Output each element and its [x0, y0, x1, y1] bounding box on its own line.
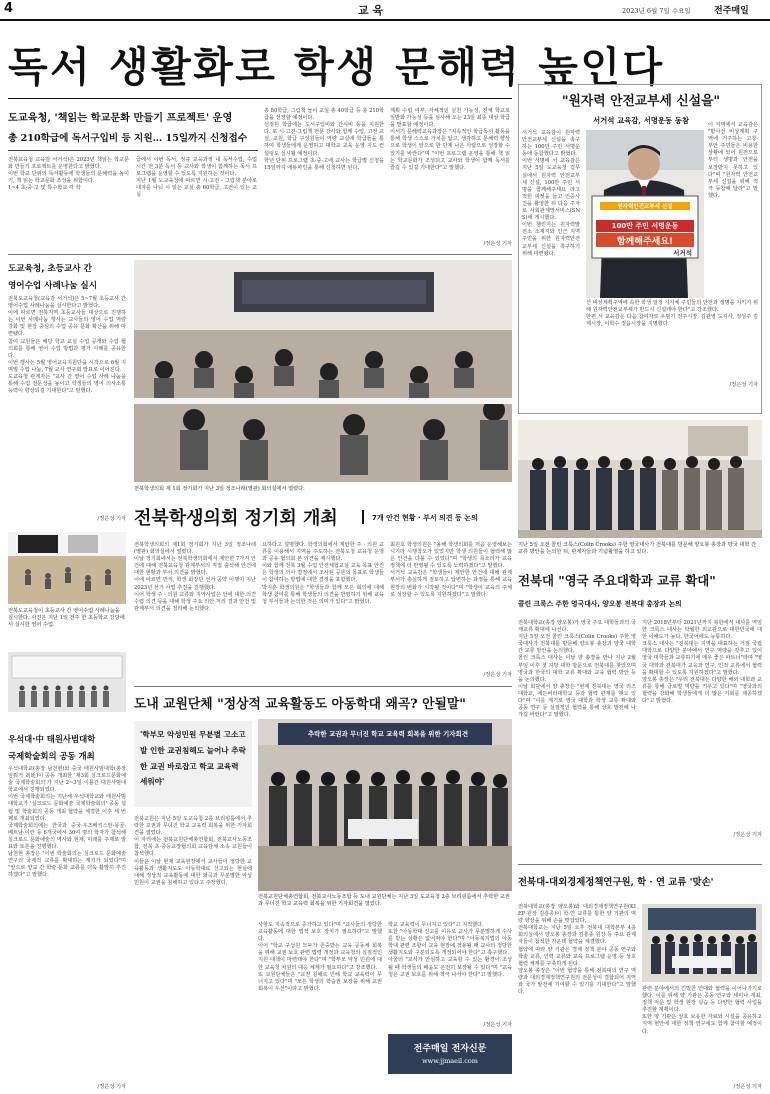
council-photo: [134, 260, 512, 482]
kdi-photo: [642, 904, 762, 982]
main-byline: /정은성 기자: [483, 241, 512, 247]
english-title-2: 영어수업 사례나눔 실시: [8, 281, 97, 291]
unions-pullquote-box: [134, 721, 252, 807]
sign-line-3: 함께해주세요!: [616, 237, 674, 247]
sign-line-2: 100만 주민 서명운동: [611, 222, 679, 230]
kdi-byline: /정은성 기자: [733, 1084, 762, 1090]
issue-date: 2023년 6월 7일 수요일: [622, 7, 691, 15]
sub-rule: [8, 150, 258, 151]
uk-column-1: 전북대학교(총장 양오봉)가 영국 주요 대학들과의 국제교류 확대에 나선다. 지난 5일 오전 콜린 크룩스(Colin Crooks) 주한 영국대사가 전북대를 방문해 양오봉 총장과 양국 대학 간 교류 방안을 논의했다. 콜린 크룩스 대사는 이날 양 총장을 만나 지난 2월 부임 이후 첫 지방 대학 방문으로 전북대를 찾았으며 영국과 한국의 대학 교류 확대와 교육 협력 방안 등을 논의했다. 이날 회담에서 양 총장은 "현재 전북대는 영국 리즈대학교, 에든버러대학교 등과 협력 관계를 맺고 있다"며 "이를 계기로 영국 대학과 학생 교류 확대와 공동 연구 등 실질적인 협력을 통해 상호 발전해 나가길 바란다"고 말했다.: [518, 620, 636, 719]
page-header: [0, 0, 770, 18]
main-subheadline-2: 총 210학급에 독서구입비 등 지원… 15일까지 신청접수: [8, 133, 248, 144]
english-photo-caption: 전북도교육청이 초등교사 간 영어수업 사례나눔을 실시한다. 사진은 지난 1일 전주 한 초등학교 강당에서 실시한 영어 수업.: [8, 608, 125, 628]
council-column-1: 전북학생의회의 제1회 정기회가 지난 3일 정조나래(별관) 회의실에서 열렸다. 이날 정기회에서는 전북학생의회에서 제안한 7가지 안건에 대해 전북교육청 관계부서의 직접 출석해 안건에 대한 현황과 부서 의견을 밝혔다. 이에 따르면 먼저, 학생 회장단 선거 공약 이행이 지난 2023년 선거 사업 추진을 진행했다. 이어 학생 주 · 의원 교류와 지역사업은 안에 대한 의견수렴 의견 등을 대해 학생 주요 의안 처리 결과 안건 및 관계부서 의견을 정리해 논의했다.: [134, 542, 256, 612]
council-title: 전북학생의회 정기회 개최: [134, 508, 338, 529]
kdi-column-3: 관련 분야에서의 긴밀한 연대와 협력을 이어나가기로 했다. 이를 위해 양 기관은 공동 연구와 세미나 개최, 정책 자문 및 학생 현장 실습 등 다양한 협력 사업을 추진할 계획이다. 또한 양 기관은 상호 보유한 자료와 시설을 공유하고 지역 현안에 대한 정책 연구에도 함께 참여할 예정이다.: [642, 986, 762, 1035]
kdi-title: 전북대-대외경제정책연구원, 학 · 연 교류 '맞손': [518, 877, 714, 888]
uk-subtitle: 콜린 크룩스 주한 영국대사, 양오봉 전북대 총장과 논의: [518, 600, 682, 608]
main-column-4: 계획 수립 여부, 자체적인 실천 가능성, 전체 학교로 일반화 가능성 등을 심사해 오는 23일 최종 대상 학급을 발표할 예정이다. 이서기 문해력교육과장은 "지속적인 학급독서 활동을 통해 학생 스스로 가치를 알고, 생각하고 문해력 향상으로 학생이 앞으로 한 단계 나은 사람으로 성장할 수 있기를 바란다"며 "이번 프로그램 운영을 통해 책 읽는 학교문화가 조성되고 교사와 학생이 함께 독서를 즐길 수 있길 기대한다"고 말했다.: [390, 108, 511, 171]
univ-byline: /정은성 기자: [97, 1084, 126, 1090]
main-column-2: 급에서 이번 독서, 정규 교육과정 내 독서수업, 수업 시간 전 3분 독서 등 교사와 학생이 함께하는 독서 프로그램을 운영할 수 있도록 지원하는 것이다. 지난 1월 도교육청에 따르면 시·고전 - 그림책 분야로 대자를 나눠 시 읽는 교실 총 60학급, 고전이 있는 교실: [136, 157, 257, 199]
interview-right-text: 이 지역에서 교육감은 "방사선 비상계획 구역에 거주하는 고창·부안 주민들은 비용한 상황에 있어 원전으로부터 생명과 안전을 보장받지 못하고 있다"며 "원자력 안전교부세 신설을 위해 적극 동참해 달라"고 말했다.: [708, 122, 760, 199]
header-rule: [0, 19, 770, 21]
unions-photo: [258, 719, 512, 891]
newspaper-ad: [388, 1034, 512, 1074]
divider: [8, 254, 512, 255]
main-headline: 독서 생활화로 학생 문해력 높인다: [8, 43, 665, 91]
paper-name: 전주매일: [714, 6, 749, 16]
section-name: 교 육: [358, 4, 384, 17]
interview-left-text: 서거석 교육감이 원자력 안전교부세 신설을 촉구하는 100만 주민 서명운동에 동참했다고 밝혔다. 이번 서명에 서 교육감은 지난 5일 도교육청 집무실에서 원자력 안전교부세 신설, 100만 주민 서명을 함께해주세요 라고 적힌 피켓을 들고 인증사진을 촬영한 뒤 다음 주자로 사회관계망서비스(SNS)에 게시했다. 이번 챌린지는 원자력발전소 소재지와 인근 지역 주민을 위한 원자력안전교부세 신설을 촉구하기 위해 마련됐다.: [522, 130, 580, 257]
main-subheadline-1: 도교육청, '책읽는 학교문화 만들기 프로젝트' 운영: [8, 112, 233, 124]
unions-caption: 전북교원단체총연합회, 전북교사노동조합 등 도내 교원단체는 지난 3일 도교육청 2층 브리핑룸에서 추락한 교권과 무너진 학교 교육력 회복을 위한 기자회견을 열었다.: [258, 894, 510, 907]
interview-byline: /정은성 기자: [729, 382, 758, 388]
interview-bottom-text: 선 비상계획구역에 속한 학생 일정 지자체 주민들의 안전과 생명을 지키기 위해 원자력안전교부세가 반드시 신설돼야 한다"고 강조했다. 한편 서 교육감은 다음 참여자로 우범기 전주시장, 김관영 도지사, 정성주 김제시장, 이학수 정읍시장을 지명했다.: [586, 300, 758, 328]
ad-url: www.jjmaeil.com: [422, 1057, 478, 1065]
uk-caption: 지난 5일 오전 콜린 크룩스(Colin Crooks) 주한 영국대사가 전북대를 방문해 양오봉 총장과 양국 대학 간 교류 방안을 논의한 뒤, 관계자들과 기념촬영을 하고 있다.: [518, 542, 757, 555]
uk-title: 전북대 "영국 주요대학과 교류 확대": [518, 573, 716, 588]
headline-rule: [8, 98, 512, 99]
council-byline: /정은성 기자: [483, 672, 512, 678]
unions-pullquote: '학부모 악성민원 무분별 고소고발 인한 교권침해도 늘어나 추락한 교권 바로잡고 학교 교육력 세워야': [140, 730, 246, 787]
univ-photo: [8, 652, 126, 712]
interview-photo: [586, 130, 704, 298]
council-column-3: 최원호 학생의원은 "올해 학생의회를 처음 운영해보는 시기라 시행착오가 있었지만 학생 의원들이 협력해 많은 안건을 다룰 수 있었다"며 "학생의 목소리가 교육 정책에 더 반영될 수 있도록 노력하겠다"고 말했다. 서거석 교육감은 "학생들이 제안한 안건에 대해 관계 부서가 충실하게 검토하고 답변하는 과정을 통해 교육 현장의 변화가 시작될 것이다"며 "학생이 교육의 주체로 성장할 수 있도록 지원하겠다"고 말했다.: [390, 542, 512, 598]
unions-column-1: 전북교원은 지난 5일 도교육청 2층 브리핑룸에서 추락한 교권과 무너진 학교 교육력 회복을 위한 기자회견을 열었다. 이 자리에는 전북교원단체총연합회, 전북교사노동조합, 전북 초·중등교장협의회 교육단체 소속 교원들이 참석했다. 이들은 이날 현재 교육현장에서 교사들이 정당한 교육활동과 생활지도도 아동학대로 신고되는 현실에 대해 정상적 교육활동에 대한 왜곡과 무분별한 악성 민원이 교권을 침해하고 있다고 주장했다.: [134, 816, 252, 886]
council-subtitle: 7개 안건 현황 · 부서 의견 등 논의: [372, 514, 478, 522]
unions-byline: /정은성 기자: [483, 1022, 512, 1028]
page-number: 4: [4, 1, 14, 16]
council-column-2: 요하다고 설명했다. 학생의회에서 제안한 주 · 의원 교류를 이용해서 지역을 주도하는 전북도청 교육청 운영과 공유 협의회 본 의견을 제시했다. 이와 함께 전북 3월 수업 안전체험교실 교육 목표 안건은 학생의 의사 결정에서 조사된 공론의 목표로 학생들이 참여하는 방법에 대한 결정을 포함했다. 박지훈 학생의원은 "학생들과 함께 모든 회의에 대해 학생 참여를 통해 학생들의 의견을 반영하기 위해 교육청 부서들과 논의한 것은 의미가 있다"고 밝혔다.: [262, 542, 384, 605]
uk-photo: [518, 420, 762, 538]
main-column-1: 전북교육청 교육감 서거석)은 2023년 책읽는 학교문화 만들기 프로젝트를 운영한다고 밝혔다. 이번 학교 단위의 독서활동에 학생들의 문해력을 높이기, 책 읽는 학교문화 조성을 위함이다. 1~4 초·중·고 및 특수학교 각 학: [8, 157, 129, 192]
uk-byline: /정은성 기자: [733, 832, 762, 838]
divider: [134, 686, 512, 687]
sign-name: 서거석: [673, 249, 692, 257]
council-caption: 전북학생의회 제 1회 정기회가 지난 3일 정조나래(별관) 회의실에서 열렸다.: [134, 486, 305, 492]
main-column-3: 총 80학급, 그림책 놀이 교실 총 40학급 등 총 210학급을 선정할 예정이다. 선정된 학급에는 도서구입비와 간식비 등을 지원한다. 또 시·고전·그림책 전문 강사와 함께 수업, 고전 교실, 교원, 학급 구성원들이 역량 교실에 학급들을 통하여 학생들에게 운영하고 대학교 교육 운영 지도 컨설팅도 실시될 예정이다. 학년 단위 프로그램 초·중·고에 교사는 학급별 신청을 15일까지 에듀파인을 통해 신청하면 된다.: [264, 108, 385, 171]
unions-column-2: 사항도 지속적으로 증가하고 있다"며 "교사들의 정당한 교육활동에 대한 법적 보호 장치가 필요하다"고 말했다. 이어 "학교 구성원 모두가 존중받는 교육 공동체 회복을 위해 교권 보호 관련 법령 개정과 교육청의 실질적인 지원 대책이 마련돼야 한다"며 "학부모 악성 민원에 대한 교육청 차원의 대응 체계가 필요하다"고 강조했다. 또 교원단체들은 "교권 침해로 인해 학교 교육력이 무너지고 있다"며 "모든 학생의 학습권 보장을 위해 교권 회복이 우선"이라고 밝혔다.: [258, 922, 382, 992]
univ-title-1: 우석대·中 태원사범대학: [8, 734, 96, 744]
univ-body: 우석대학교(총장 남천현)와 중국 태원사범대학(총장 임뤄거 刘延)이 공동 개최한 '제3회 실크로드문화예술 국제학술회의'가 지난 2~3일 이틀간 대원사범대학교에서 진행되었다. 이번 국제학술회의는 지난해 우석대학교와 태원사범대학교가 '실크로드 문화예술 국제학술회의' 공동 설립 및 학술회의 공동 개최 협약을 체결한 이후 세 번째로 개최되었다. 국제학술회의에는 한국과 중국·우즈베키스탄·몽골·베트남·이란 등 6개국에서 30여 명의 학자가 참석해 실크로드 문화예술의 역사와 현재, 미래를 주제로 발표와 토론을 진행했다. 남천현 총장은 "이번 학술회의는 실크로드 문화예술 연구의 국제적 교류를 확대하는 계기가 되었다"며 "앞으로 양교 간 학술·문화 교류를 더욱 활발히 추진하겠다"고 말했다.: [8, 766, 126, 879]
unions-title: 도내 교원단체 "정상적 교육활동도 아동학대 왜곡? 안될말": [134, 697, 466, 712]
unions-banner: 추락한 교권과 무너진 학교 교육력 회복을 위한 기자회견: [307, 730, 469, 738]
ad-title: 전주매일 전자신문: [413, 1044, 487, 1054]
title-bar: [362, 510, 364, 524]
english-body: 전북도교육청(교육감 서거석)은 5~7월 초등교사 간 영어수업 사례나눔을 실시한다고 밝혔다. 이에 따르면 전북지역 초등교사들 대상으로 진행하는 이번 사례나눔 행사는 교사들의 영어 수업 역량 강화 및 현장 중심의 수업 공유 문화 확산을 위해 마련됐다. 참여 교원들은 해당 학교 교실 수업 공개와 수업 협의회를 통해 영어 수업 방법과 평가 사례를 공유한다. 이번 행사는 5월 영어교육지원단을 시작으로 6월 지역별 수업 나눔, 7월 교사 연구회 발표로 이어진다. 도교육청 관계자는 "교사 간 영어 수업 사례 나눔을 통해 수업 전문성을 높이고 학생들의 영어 의사소통 능력이 향상되길 기대한다"고 말했다.: [8, 296, 126, 395]
interview-title: "원자력 안전교부세 신설을": [561, 94, 721, 109]
unions-column-3: 학교 교육력이 무너지고 있다"고 지적했다. 또한 "아동학대 신고를 이유로 교사가 무분별하게 수사를 받는 상황은 없어져야 한다"며 "아동복지법의 아동학대 관련 조항이 교육 현장에 적용될 때 교사의 정당한 생활지도와 구분되도록 개정되어야 한다"고 촉구했다. 아울러 "교사가 안심하고 교육할 수 있는 환경이 조성될 때 학생들의 배움도 온전히 보장될 수 있다"며 "교육청은 교권 보호를 위해 적극 나서야 한다"고 말했다.: [388, 922, 512, 978]
sign-line-1: 원자력안전교부세 신설: [617, 204, 673, 210]
english-byline: /정은성 기자: [97, 516, 126, 522]
uk-column-2: 지난 2018년부터 2021년까지 북한에서 대사를 역임한 크룩스 대사는 탁월한 외교관으로 대한민국에 대한 이해도가 높다. 한국어에도 능통하다. 크룩스 대사는 "전북대는 지역을 대표하는 거점 국립대학으로 다양한 분야에서 연구 역량을 갖추고 있어 영국 대학들과 교류하기에 매우 좋은 파트너"라며 "영국 대학과 전북대가 교육과 연구, 인적 교류에서 협력을 확대할 수 있도록 지원하겠다"고 말했다. 양오봉 총장은 "우리 전북대는 다양한 해외 대학과 교류를 통해 글로벌 역량을 키우고 있다"며 "영국과의 협력을 강화해 학생들에게 더 많은 기회를 제공하겠다"고 밝혔다.: [642, 620, 762, 705]
divider: [518, 864, 762, 865]
english-class-photo: [8, 532, 126, 604]
interview-subtitle: 서거석 교육감, 서명운동 동참: [593, 116, 689, 125]
english-title-1: 도교육청, 초등교사 간: [8, 264, 92, 274]
univ-title-2: 국제학술회의 공동 개최: [8, 751, 95, 761]
kdi-column-1: 전북대학교(총장 양오봉)와 대외경제정책연구원(KIEP·원장 김흥종)이 학·연 교류를 통한 양 기관의 역량 향상을 위해 손을 맞잡았다. 전북대학교는 지난 5일 오후 전북대 대학본부 4층 회의실에서 양오봉 총장과 김흥종 원장 등 주요 관계자들이 참석한 가운데 협약을 체결했다. 협약에 따라 양 기관은 경제 정책 분야 공동 연구와 학술 교류, 인력 교류와 교육 프로그램 운영 등 상호 협력 체계를 구축하게 된다. 양오봉 총장은 "이번 협약을 통해 전북대의 연구 역량과 대외경제정책연구원의 전문성이 결합되어 지역과 국가 발전에 기여할 수 있기를 기대한다"고 말했다.: [518, 904, 636, 996]
